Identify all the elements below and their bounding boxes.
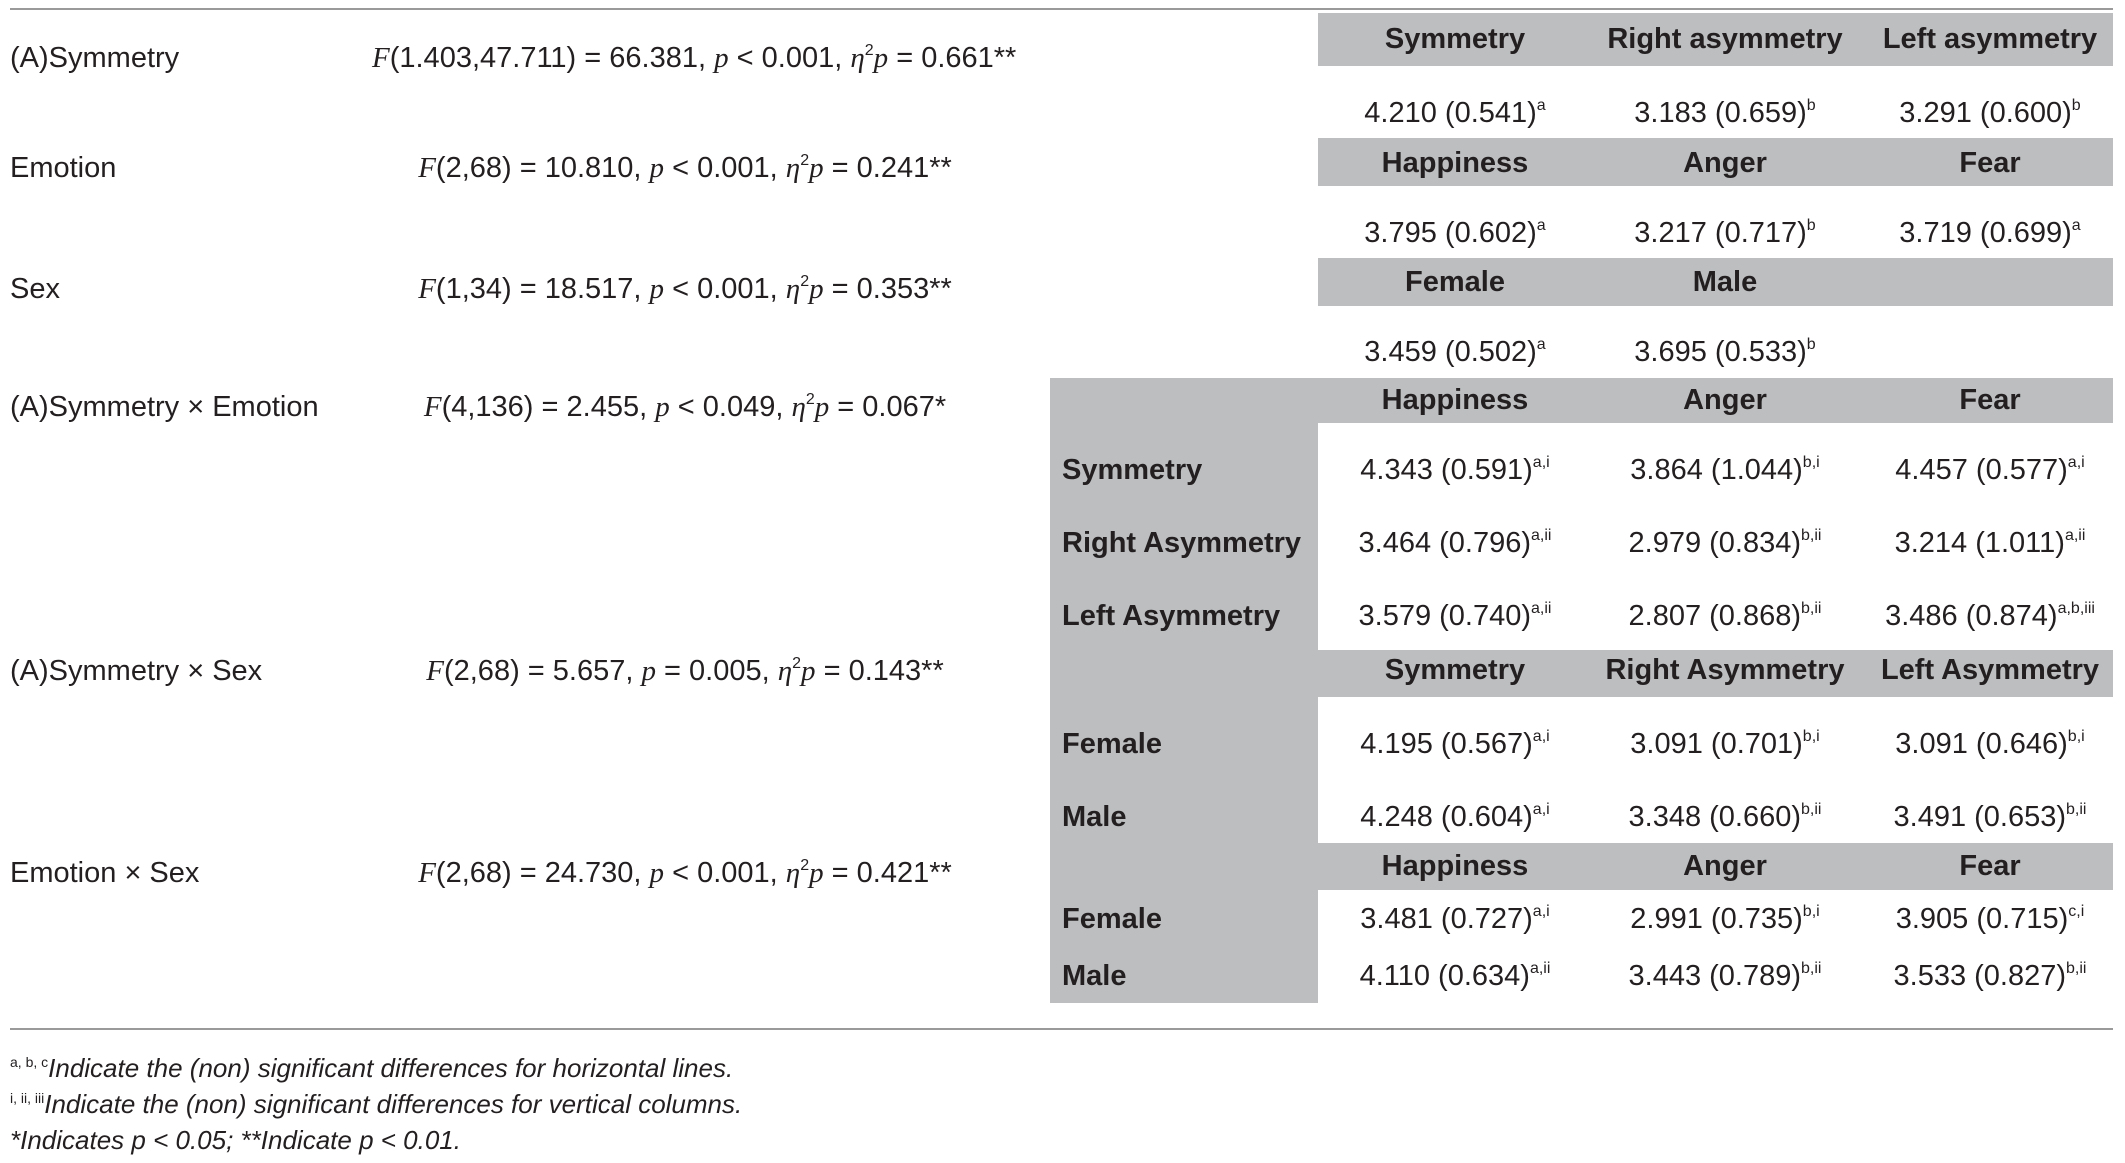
row-label: Left Asymmetry (1062, 600, 1281, 632)
effect-label-sex: Sex (10, 273, 60, 305)
mean-cell: 3.533 $(0.827)^{b,ii}$ (1893, 960, 2087, 992)
mean-cell: 4.343 $(0.591)^{a,i}$ (1360, 454, 1550, 486)
mean-cell: 3.348 $(0.660)^{b,ii}$ (1628, 801, 1822, 833)
footnote-horizontal: $^{a, b, c}$Indicate the (non) significant differences for horizontal lines. (10, 1053, 734, 1083)
effect-stat-emotion: F(2,68) = 10.810, p < 0.001, $\eta^2p = 0.241**$ (418, 152, 952, 184)
effect-label-symmetry-sex: (A)Symmetry × Sex (10, 655, 263, 687)
row-label: Symmetry (1062, 454, 1203, 486)
footnote-vertical: $^{i, ii, iii}$Indicate the (non) significant differences for vertical columns. (10, 1089, 743, 1119)
effect-stat-symmetry-sex: F(2,68) = 5.657, p = 0.005, $\eta^2p = 0.143**$ (426, 655, 944, 687)
mean-cell: 3.183 $(0.659)^b$ (1634, 97, 1816, 129)
top-rule (10, 8, 2113, 10)
mean-cell: 3.719 $(0.699)^a$ (1899, 217, 2081, 249)
effect-stat-symmetry-emotion: F(4,136) = 2.455, p < 0.049, $\eta^2p = 0.067*$ (423, 391, 947, 423)
mean-cell: 4.248 $(0.604)^{a,i}$ (1360, 801, 1550, 833)
mean-cell: 4.457 $(0.577)^{a,i}$ (1895, 454, 2085, 486)
mean-cell: 3.795 $(0.602)^a$ (1364, 217, 1546, 249)
column-header: Fear (1959, 850, 2021, 882)
column-header: Anger (1683, 384, 1767, 416)
mean-cell: 3.217 $(0.717)^b$ (1634, 217, 1816, 249)
mean-cell: 2.991 $(0.735)^{b,i}$ (1630, 903, 1820, 935)
effect-stat-sex: F(1,34) = 18.517, p < 0.001, $\eta^2p = 0.353**$ (418, 273, 952, 305)
row-label: Male (1062, 960, 1127, 992)
footnote-significance: *Indicates p < 0.05; **Indicate p < 0.01. (10, 1125, 461, 1155)
mean-cell: 4.210 $(0.541)^a$ (1364, 97, 1546, 129)
column-header: Left Asymmetry (1880, 654, 2100, 686)
column-header: Male (1692, 266, 1758, 298)
effect-stat-symmetry: F(1.403,47.711) = 66.381, p < 0.001, $\eta^2p = 0.661**$ (372, 42, 1017, 74)
mean-cell: 3.291 $(0.600)^b$ (1899, 97, 2081, 129)
column-header: Fear (1959, 384, 2021, 416)
bottom-rule (10, 1028, 2113, 1030)
column-header: Left asymmetry (1882, 23, 2098, 55)
column-header: Symmetry (1384, 654, 1526, 686)
column-header: Happiness (1381, 850, 1529, 882)
mean-cell: 3.579 $(0.740)^{a,ii}$ (1358, 600, 1552, 632)
effect-label-emotion: Emotion (10, 152, 117, 184)
column-header: Right Asymmetry (1605, 654, 1845, 686)
mean-cell: 3.695 $(0.533)^b$ (1634, 336, 1816, 368)
mean-cell: 3.905 $(0.715)^{c,i}$ (1895, 903, 2085, 935)
effect-stat-emotion-sex: F(2,68) = 24.730, p < 0.001, $\eta^2p = 0.421**$ (418, 857, 952, 889)
mean-cell: 4.110 $(0.634)^{a,ii}$ (1359, 960, 1551, 992)
column-header: Happiness (1381, 384, 1529, 416)
row-label: Male (1062, 801, 1127, 833)
mean-cell: 3.459 $(0.502)^a$ (1364, 336, 1546, 368)
mean-cell: 3.481 $(0.727)^{a,i}$ (1360, 903, 1550, 935)
mean-cell: 3.464 $(0.796)^{a,ii}$ (1358, 527, 1552, 559)
column-header: Anger (1683, 850, 1767, 882)
column-header: Female (1405, 266, 1505, 298)
column-header: Anger (1683, 147, 1767, 179)
effect-label-emotion-sex: Emotion × Sex (10, 857, 200, 889)
column-header: Fear (1959, 147, 2021, 179)
mean-cell: 3.443 $(0.789)^{b,ii}$ (1628, 960, 1822, 992)
effect-label-symmetry: (A)Symmetry (10, 42, 180, 74)
column-header: Symmetry (1384, 23, 1526, 55)
effect-label-symmetry-emotion: (A)Symmetry × Emotion (10, 391, 319, 423)
row-label: Female (1062, 728, 1162, 760)
mean-cell: 3.091 $(0.646)^{b,i}$ (1895, 728, 2085, 760)
row-label: Female (1062, 903, 1162, 935)
row-label: Right Asymmetry (1062, 527, 1302, 559)
column-header: Happiness (1381, 147, 1529, 179)
mean-cell: 3.491 $(0.653)^{b,ii}$ (1893, 801, 2087, 833)
mean-cell: 4.195 $(0.567)^{a,i}$ (1360, 728, 1550, 760)
mean-cell: 2.807 $(0.868)^{b,ii}$ (1628, 600, 1822, 632)
mean-cell: 3.864 $(1.044)^{b,i}$ (1630, 454, 1820, 486)
mean-cell: 3.486 $(0.874)^{a,b,iii}$ (1885, 600, 2095, 632)
mean-cell: 3.091 $(0.701)^{b,i}$ (1630, 728, 1820, 760)
mean-cell: 3.214 $(1.011)^{a,ii}$ (1894, 527, 2086, 559)
mean-cell: 2.979 $(0.834)^{b,ii}$ (1628, 527, 1822, 559)
column-header: Right asymmetry (1607, 23, 1843, 55)
